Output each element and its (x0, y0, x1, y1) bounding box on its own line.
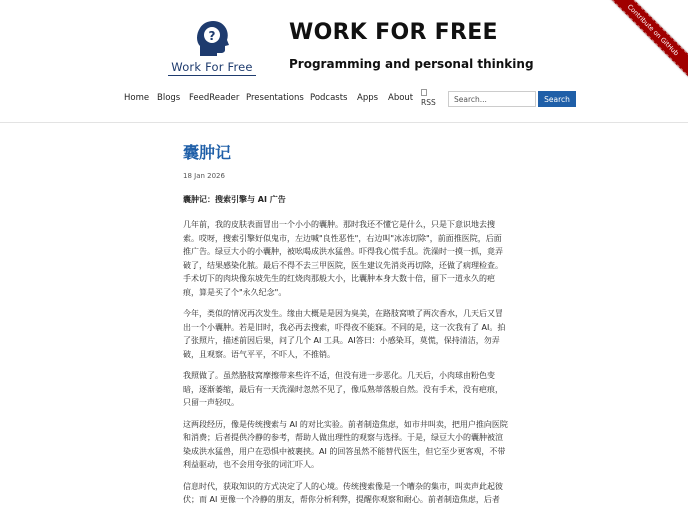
post-title[interactable]: 囊肿记 (183, 143, 232, 162)
site-header (0, 0, 688, 86)
post-paragraph: 今年，类似的情况再次发生。缘由大概是是因为臭美，在路肢窝喷了两次香水，几天后又冒出一个小囊肿。若是旧时，我必再去搜索，吓得夜不能寐。不同的是，这一次我有了 AI。拍了张照片，描述前因后果，问了几个 AI 工具。AI答曰：小感染耳，莫慌，保持清洁，勿弄破，且观察。语气平平，不吓人，不推销。 (183, 309, 506, 359)
rss-label: RSS (421, 98, 436, 107)
site-title[interactable]: WORK FOR FREE (289, 20, 498, 45)
nav-presentations[interactable]: Presentations (246, 93, 304, 103)
rss-link[interactable] (421, 89, 441, 109)
nav-podcasts[interactable]: Podcasts (310, 93, 348, 103)
post-subtitle: 囊肿记：搜索引擎与 AI 广告 (183, 195, 286, 204)
search-input[interactable] (448, 91, 536, 107)
post-date: 18 Jan 2026 (183, 172, 225, 180)
post-paragraph: 几年前，我的皮肤表面冒出一个小小的囊肿。那时我还不懂它是什么，只是下意识地去搜索。哎呀，搜索引擎好似鬼市，左边喊"良性恶性"，右边叫"冰冻切除"，前面推医院，后面推广告。绿豆大小的小囊肿，被吆喝成洪水猛兽。吓得我心慌手乱。洗澡时一摸一抓，竟弄破了，结果感染化脓。最后不得不去三甲医院，医生建议先消炎再切除，还做了病理检查。手术切下的肉块像东坡先生的红烧肉那般大小，比囊肿本身大数十倍，留下一道永久的疤痕，算是买了个"永久纪念"。 (183, 220, 503, 297)
logo-underline (168, 75, 256, 76)
nav-apps[interactable]: Apps (357, 93, 379, 103)
post-paragraph: 我照做了。虽然胳肢窝摩擦带来些许不适，但没有进一步恶化。几天后，小肉球由粉色变暗，逐渐萎缩，最后有一天洗澡时忽然不见了，像瓜熟蒂落般自然。没有手术，没有疤痕，只留一声轻叹。 (183, 371, 503, 407)
header-divider (0, 122, 688, 123)
nav-blogs[interactable]: Blogs (157, 93, 181, 103)
nav-home[interactable]: Home (124, 93, 150, 103)
logo-text: Work For Free (171, 60, 253, 74)
site-logo[interactable] (164, 18, 260, 78)
github-ribbon-label[interactable]: Contribute on GitHub (608, 0, 688, 80)
nav-about[interactable]: About (388, 93, 414, 103)
thinking-head-icon (194, 18, 230, 58)
post-article (183, 140, 508, 507)
nav-feedreader[interactable]: FeedReader (189, 93, 240, 103)
site-tagline: Programming and personal thinking (289, 57, 534, 71)
svg-text:?: ? (208, 29, 216, 43)
post-paragraph: 这两段经历，像是传统搜索与 AI 的对比实验。前者制造焦虑，如市井叫卖，把用户推向医院和消费；后者提供冷静的参考，帮助人做出理性的观察与选择。于是，绿豆大小的囊肿被渲染成洪水猛兽，用户在恐惧中被裹挟。AI 的回答虽然不能替代医生，但它至少更客观，不带利益驱动，也不会用夸张的词汇吓人。 (183, 419, 508, 469)
search-button[interactable]: Search (538, 91, 576, 107)
github-ribbon[interactable] (608, 0, 688, 80)
broken-image-icon (421, 89, 427, 96)
post-paragraph: 信息时代，获取知识的方式决定了人的心境。传统搜索像是一个嘈杂的集市，叫卖声此起彼伏；而 AI 更像一个冷静的朋友，帮你分析利弊，提醒你观察和耐心。前者制造焦虑，后者 (183, 481, 503, 504)
main-nav (0, 88, 688, 112)
